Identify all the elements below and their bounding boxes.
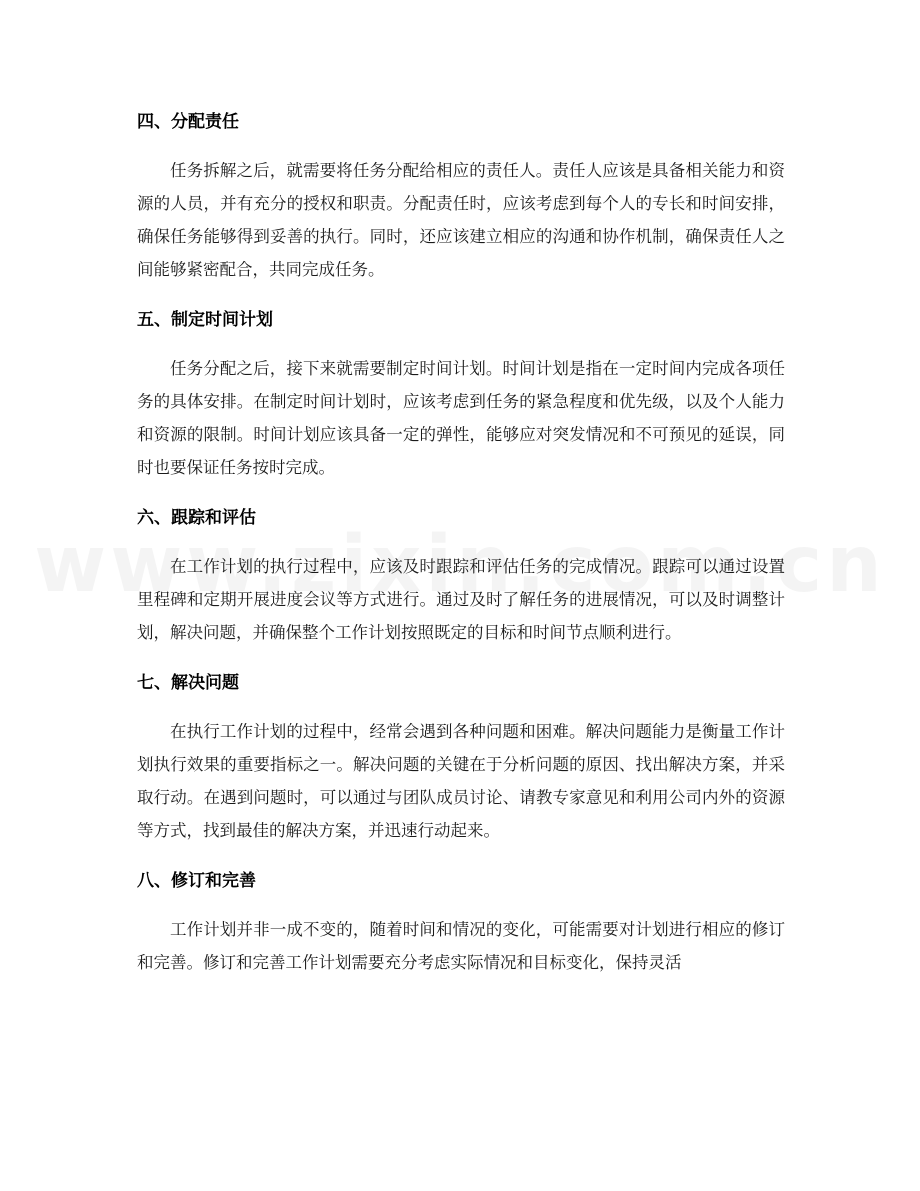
section-heading: 五、制定时间计划 xyxy=(137,310,273,330)
section-paragraph: 在执行工作计划的过程中，经常会遇到各种问题和困难。解决问题能力是衡量工作计划执行效果的重要指标之一。解决问题的关键在于分析问题的原因、找出解决方案，并采取行动。在遇到问题时，可以通过与团队成员讨论、请教专家意见和利用公司内外的资源等方式，找到最佳的解决方案，并迅速行动起来。 xyxy=(137,722,785,840)
section-heading: 七、解决问题 xyxy=(137,673,239,693)
section-paragraph: 在工作计划的执行过程中，应该及时跟踪和评估任务的完成情况。跟踪可以通过设置里程碑和定期开展进度会议等方式进行。通过及时了解任务的进展情况，可以及时调整计划，解决问题，并确保整个工作计划按照既定的目标和时间节点顺利进行。 xyxy=(137,557,785,642)
section-time-plan xyxy=(137,302,785,484)
section-assign-responsibility xyxy=(137,104,785,286)
section-tracking-evaluation xyxy=(137,500,785,649)
document-content xyxy=(137,104,785,995)
section-heading: 八、修订和完善 xyxy=(137,871,256,891)
section-paragraph: 工作计划并非一成不变的，随着时间和情况的变化，可能需要对计划进行相应的修订和完善。修订和完善工作计划需要充分考虑实际情况和目标变化，保持灵活 xyxy=(137,920,785,972)
section-problem-solving xyxy=(137,665,785,847)
section-heading: 六、跟踪和评估 xyxy=(137,508,256,528)
section-revision xyxy=(137,863,785,979)
section-heading: 四、分配责任 xyxy=(137,112,239,132)
section-paragraph: 任务拆解之后，就需要将任务分配给相应的责任人。责任人应该是具备相关能力和资源的人员，并有充分的授权和职责。分配责任时，应该考虑到每个人的专长和时间安排，确保任务能够得到妥善的执行。同时，还应该建立相应的沟通和协作机制，确保责任人之间能够紧密配合，共同完成任务。 xyxy=(137,161,785,279)
section-paragraph: 任务分配之后，接下来就需要制定时间计划。时间计划是指在一定时间内完成各项任务的具体安排。在制定时间计划时，应该考虑到任务的紧急程度和优先级，以及个人能力和资源的限制。时间计划应该具备一定的弹性，能够应对突发情况和不可预见的延误，同时也要保证任务按时完成。 xyxy=(137,359,785,477)
